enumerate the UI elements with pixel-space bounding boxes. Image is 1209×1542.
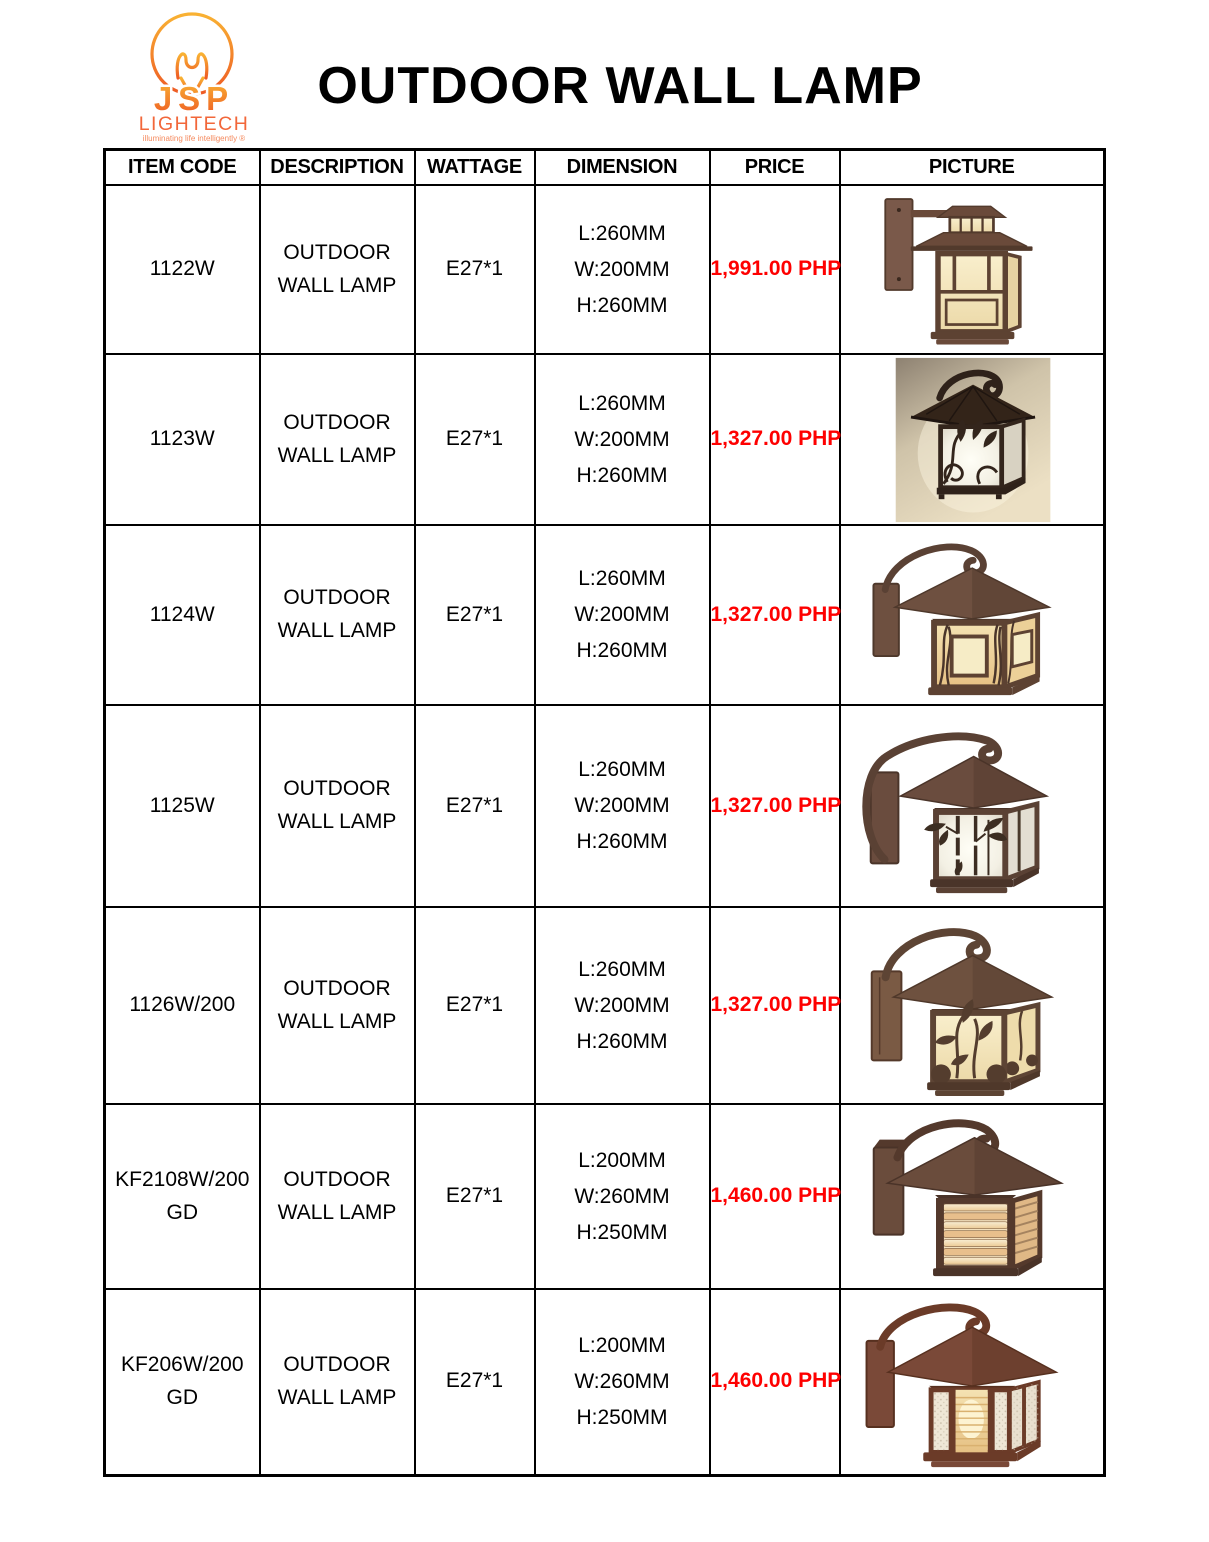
dimension-cell: L:260MM W:200MM H:260MM — [535, 525, 710, 705]
brand-tagline: illuminating life intelligently ® — [142, 134, 246, 143]
brand-name: LIGHTECH — [138, 113, 250, 135]
wattage-cell: E27*1 — [415, 1104, 535, 1289]
item-code-cell: 1123W — [105, 354, 260, 525]
wattage-cell: E27*1 — [415, 1289, 535, 1475]
column-header-price: PRICE — [710, 150, 840, 186]
wattage-cell: E27*1 — [415, 525, 535, 705]
column-header-description: DESCRIPTION — [260, 150, 415, 186]
picture-cell — [840, 525, 1105, 705]
description-cell: OUTDOOR WALL LAMP — [260, 525, 415, 705]
wattage-cell: E27*1 — [415, 705, 535, 907]
price-cell: 1,327.00 PHP — [710, 705, 840, 907]
item-code-cell: 1122W — [105, 185, 260, 354]
product-row — [105, 1289, 1105, 1475]
dimension-cell: L:260MM W:200MM H:260MM — [535, 185, 710, 354]
item-code-cell: KF206W/200 GD — [105, 1289, 260, 1475]
product-photo-1122w — [858, 190, 1085, 350]
item-code-cell: KF2108W/200 GD — [105, 1104, 260, 1289]
dimension-cell: L:200MM W:260MM H:250MM — [535, 1289, 710, 1475]
description-cell: OUTDOOR WALL LAMP — [260, 185, 415, 354]
price-cell: 1,327.00 PHP — [710, 525, 840, 705]
picture-cell — [840, 185, 1105, 354]
price-cell: 1,991.00 PHP — [710, 185, 840, 354]
product-photo-1123w — [848, 356, 1096, 524]
wattage-cell: E27*1 — [415, 907, 535, 1104]
product-photo-1125w — [843, 711, 1100, 901]
price-cell: 1,460.00 PHP — [710, 1289, 840, 1475]
product-photo-kf2108w — [848, 1108, 1095, 1286]
table-header-row — [105, 150, 1105, 186]
picture-cell — [840, 705, 1105, 907]
price-cell: 1,327.00 PHP — [710, 907, 840, 1104]
product-photo-1126w — [846, 912, 1098, 1100]
wattage-cell: E27*1 — [415, 185, 535, 354]
item-code-cell: 1125W — [105, 705, 260, 907]
column-header-dimension: DIMENSION — [535, 150, 710, 186]
item-code-cell: 1126W/200 — [105, 907, 260, 1104]
description-cell: OUTDOOR WALL LAMP — [260, 354, 415, 525]
description-cell: OUTDOOR WALL LAMP — [260, 705, 415, 907]
product-photo-kf206w — [845, 1292, 1099, 1472]
description-cell: OUTDOOR WALL LAMP — [260, 1289, 415, 1475]
picture-cell — [840, 1104, 1105, 1289]
product-row — [105, 705, 1105, 907]
description-cell: OUTDOOR WALL LAMP — [260, 907, 415, 1104]
product-photo-1124w — [850, 529, 1094, 701]
column-header-wattage: WATTAGE — [415, 150, 535, 186]
product-row — [105, 907, 1105, 1104]
picture-cell — [840, 354, 1105, 525]
price-cell: 1,327.00 PHP — [710, 354, 840, 525]
product-row — [105, 525, 1105, 705]
dimension-cell: L:260MM W:200MM H:260MM — [535, 354, 710, 525]
column-header-item-code: ITEM CODE — [105, 150, 260, 186]
brand-acronym: JSP — [153, 80, 235, 117]
item-code-cell: 1124W — [105, 525, 260, 705]
dimension-cell: L:260MM W:200MM H:260MM — [535, 705, 710, 907]
product-row — [105, 185, 1105, 354]
page-title: OUTDOOR WALL LAMP — [317, 57, 923, 115]
dimension-cell: L:200MM W:260MM H:250MM — [535, 1104, 710, 1289]
picture-cell — [840, 1289, 1105, 1475]
picture-cell — [840, 907, 1105, 1104]
product-row — [105, 354, 1105, 525]
product-table — [103, 148, 1106, 1477]
dimension-cell: L:260MM W:200MM H:260MM — [535, 907, 710, 1104]
description-cell: OUTDOOR WALL LAMP — [260, 1104, 415, 1289]
price-cell: 1,460.00 PHP — [710, 1104, 840, 1289]
wattage-cell: E27*1 — [415, 354, 535, 525]
product-row — [105, 1104, 1105, 1289]
column-header-picture: PICTURE — [840, 150, 1105, 186]
